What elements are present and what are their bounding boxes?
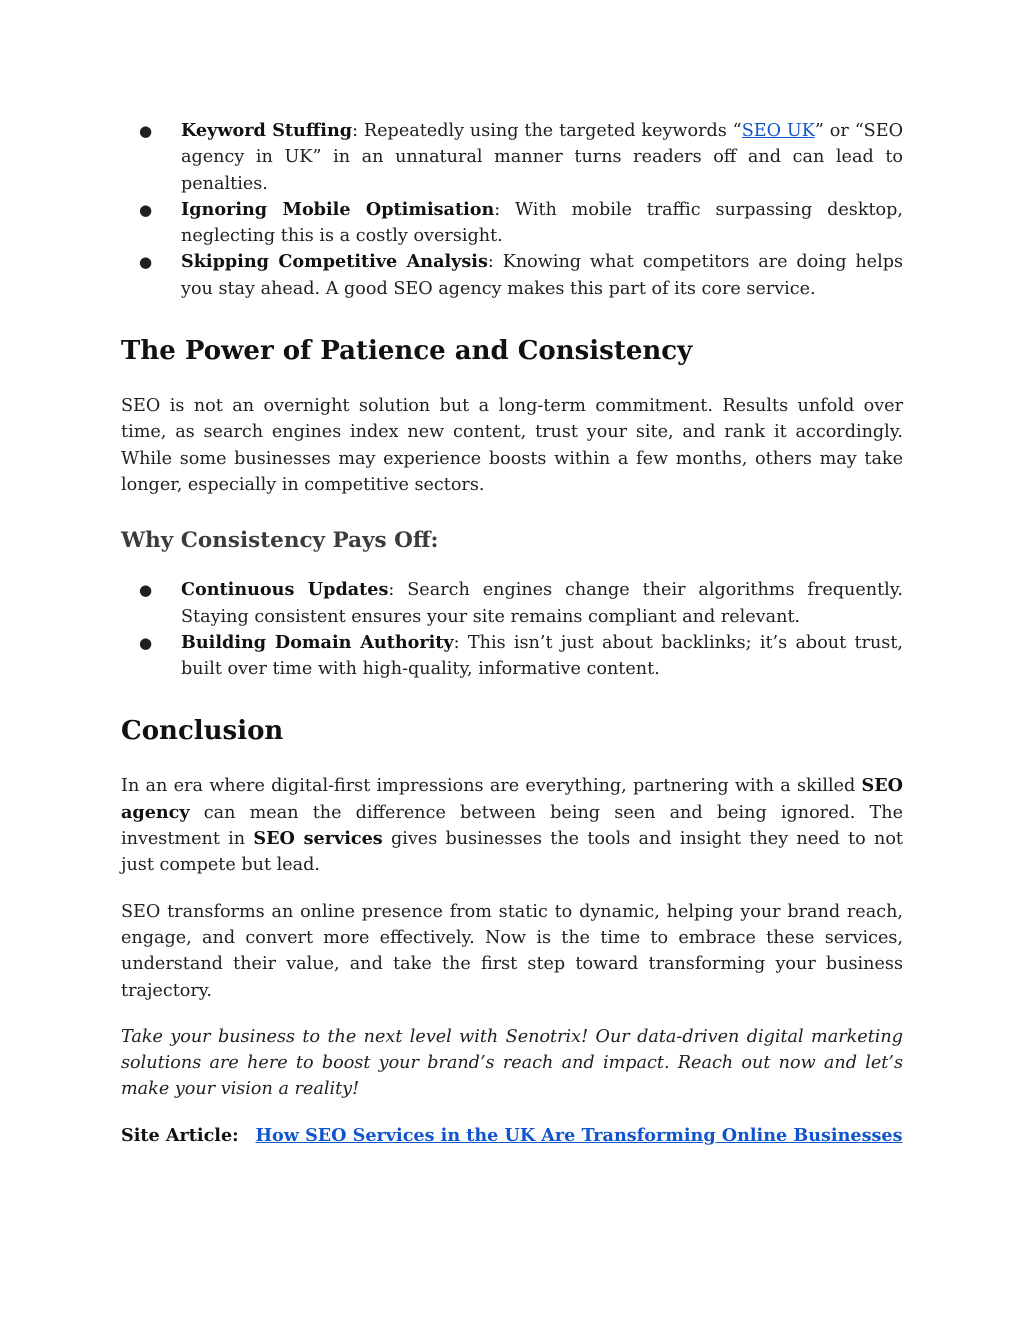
bold-seo-services: SEO services	[253, 828, 383, 850]
list-item-term: Continuous Updates	[181, 579, 389, 601]
list-item-term: Keyword Stuffing	[181, 120, 353, 141]
list-item-text: : This isn’t just about backlinks; it’s about trust, built over time with high-quality, informative content.	[181, 632, 903, 680]
list-item	[121, 197, 903, 250]
bold-seo-agency: SEO agency	[121, 775, 903, 823]
site-article-line	[121, 1123, 903, 1149]
document-page	[121, 118, 903, 1149]
seo-uk-link[interactable]: SEO UK	[741, 121, 815, 141]
paragraph-conclusion-1: In an era where digital-first impressions are everything, partnering with a skilled SEO agency can mean the difference between being seen and being ignored. The investment in SEO services gives businesses the tools and insight they need to not just compete but lead.	[121, 775, 903, 876]
list-item-text: : Knowing what competitors are doing helps you stay ahead. A good SEO agency makes this part of its core service.	[181, 252, 904, 299]
bullet-icon: ●	[139, 633, 153, 652]
list-item-text: : Repeatedly using the targeted keywords “	[352, 121, 742, 141]
heading-consistency: Why Consistency Pays Off:	[121, 528, 439, 554]
heading-patience: The Power of Patience and Consistency	[121, 336, 693, 367]
consistency-list	[121, 577, 903, 682]
list-item-term: Ignoring Mobile Optimisation	[181, 198, 495, 220]
paragraph-conclusion-2: SEO transforms an online presence from static to dynamic, helping your brand reach, engage, and convert more effectively. Now is the time to embrace these services, understand their value, and take the first step toward transforming your business trajectory.	[121, 901, 903, 1001]
list-item-term: Skipping Competitive Analysis	[181, 251, 488, 273]
list-item-term: Building Domain Authority	[181, 631, 454, 653]
list-item-text: : With mobile traffic surpassing desktop, neglecting this is a costly oversight.	[181, 199, 903, 247]
list-item	[121, 249, 903, 302]
list-item-text: ” or “SEO agency in UK” in an unnatural manner turns readers off and can lead to penalties.	[181, 121, 904, 194]
bullet-icon: ●	[139, 581, 153, 600]
paragraph-patience: SEO is not an overnight solution but a long-term commitment. Results unfold over time, as search engines index new content, trust your site, and rank it accordingly. While some businesses may experience boosts within a few months, others may take longer, especially in competitive sectors.	[121, 396, 903, 495]
bullet-icon: ●	[139, 122, 153, 140]
mistakes-list	[121, 118, 903, 302]
list-item	[121, 630, 903, 683]
call-to-action: Take your business to the next level with Senotrix! Our data-driven digital marketing solutions are here to boost your brand’s reach and impact. Reach out now and let’s make your vision a reality!	[121, 1026, 903, 1100]
bullet-icon: ●	[139, 200, 153, 219]
site-article-link[interactable]: How SEO Services in the UK Are Transforming Online Businesses	[255, 1124, 903, 1146]
bullet-icon: ●	[139, 253, 153, 272]
list-item	[121, 118, 903, 197]
list-item-text: : Search engines change their algorithms frequently. Staying consistent ensures your site remains compliant and relevant.	[181, 580, 903, 627]
site-article-label: Site Article:	[121, 1124, 239, 1146]
list-item	[121, 577, 903, 630]
heading-conclusion: Conclusion	[121, 716, 284, 747]
